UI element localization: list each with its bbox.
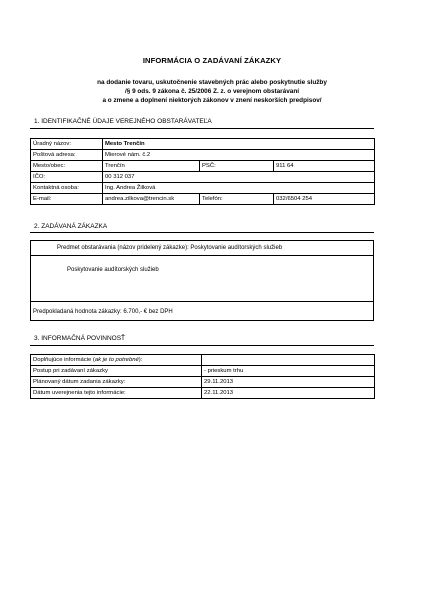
subject-description: Poskytovanie audítorských služieb xyxy=(67,267,159,273)
subtitle-line-2: /§ 9 ods. 9 zákona č. 25/2006 Z. z. o verejnom obstarávaní xyxy=(124,88,300,95)
section2-rule xyxy=(30,232,374,233)
information-table xyxy=(30,354,375,399)
table-row xyxy=(31,355,375,366)
email-label: E-mail: xyxy=(31,194,103,205)
email-value: andrea.zilkova@trencin.sk xyxy=(103,194,200,205)
postal-address-label: Poštová adresa: xyxy=(31,150,103,161)
table-row xyxy=(31,388,375,399)
publication-date-label: Dátum uverejnenia tejto informácie: xyxy=(31,388,202,399)
city-label: Mesto/obec: xyxy=(31,161,103,172)
zip-label: PSČ: xyxy=(200,161,274,172)
ico-label: IČO: xyxy=(31,172,103,183)
table-row xyxy=(31,366,375,377)
subject-line: Predmet obstarávania (názov pridelený zákazke): Poskytovanie audítorských služieb xyxy=(57,245,283,251)
section2-heading: 2. ZADÁVANÁ ZÁKAZKA xyxy=(34,223,108,230)
section1-heading: 1. IDENTIFIKAČNÉ ÚDAJE VEREJNÉHO OBSTARÁVATEĽA xyxy=(34,118,212,125)
table-row xyxy=(31,377,375,388)
table-row xyxy=(31,172,375,183)
table-row xyxy=(31,194,375,205)
additional-info-value xyxy=(202,355,375,366)
divider xyxy=(30,301,374,302)
table-row xyxy=(31,183,375,194)
table-row xyxy=(31,150,375,161)
divider xyxy=(30,255,374,256)
table-row xyxy=(31,161,375,172)
postal-address-value: Mierové nám. č.2 xyxy=(103,150,375,161)
estimated-value: Predpokladaná hodnota zákazky: 6.700,- € bez DPH xyxy=(33,309,173,315)
publication-date-value: 22.11.2013 xyxy=(202,388,375,399)
planned-date-value: 29.11.2013 xyxy=(202,377,375,388)
section1-rule xyxy=(30,128,374,129)
official-name-label: Úradný názov: xyxy=(31,139,103,150)
planned-date-label: Plánovaný dátum zadania zákazky: xyxy=(31,377,202,388)
phone-value: 032/6504 254 xyxy=(274,194,375,205)
subtitle-line-3: a o zmene a doplnení niektorých zákonov v znení neskorších predpisov/ xyxy=(102,97,322,104)
zip-value: 911 64 xyxy=(274,161,375,172)
contact-value: Ing. Andrea Žilková xyxy=(103,183,375,194)
subtitle-line-1: na dodanie tovaru, uskutočnenie stavebných prác alebo poskytnutie služby xyxy=(97,79,327,86)
phone-label: Telefón: xyxy=(200,194,274,205)
section3-rule xyxy=(30,345,374,346)
official-name-value: Mesto Trenčín xyxy=(103,139,375,150)
contracting-authority-table xyxy=(30,138,375,205)
city-value: Trenčín xyxy=(103,161,200,172)
document-title: INFORMÁCIA O ZADÁVANÍ ZÁKAZKY xyxy=(142,56,282,65)
additional-info-label: Doplňujúce informácie (ak je to potrebné): xyxy=(31,355,202,366)
section3-heading: 3. INFORMAČNÁ POVINNOSŤ xyxy=(34,335,126,342)
contact-label: Kontaktná osoba: xyxy=(31,183,103,194)
ico-value: 00 312 037 xyxy=(103,172,375,183)
table-row xyxy=(31,139,375,150)
procedure-value: - prieskum trhu xyxy=(202,366,375,377)
procedure-label: Postup pri zadávaní zákazky xyxy=(31,366,202,377)
